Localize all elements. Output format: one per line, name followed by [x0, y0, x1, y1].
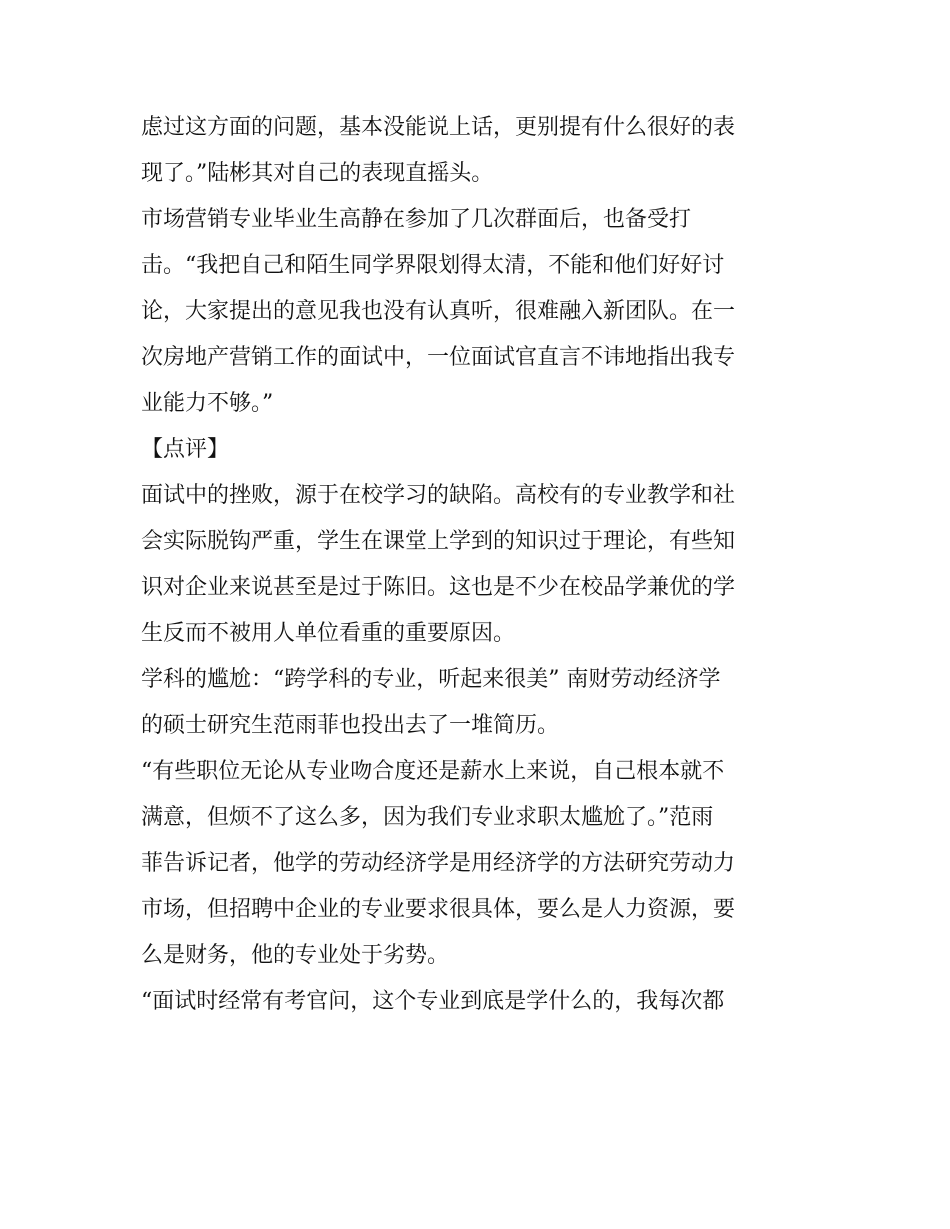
article-body: [141, 105, 821, 1025]
text-line: 击。“我把自己和陌生同学界限划得太清，不能和他们好好讨: [141, 253, 725, 278]
text-line: “有些职位无论从专业吻合度还是薪水上来说，自己根本就不: [141, 759, 725, 784]
text-line: 满意，但烦不了这么多，因为我们专业求职太尴尬了。”范雨: [141, 805, 714, 830]
text-line: 的硕士研究生范雨菲也投出去了一堆简历。: [141, 713, 560, 738]
text-line: 次房地产营销工作的面试中，一位面试官直言不讳地指出我专: [141, 345, 736, 370]
text-line: 业能力不够。”: [141, 391, 274, 416]
text-line: 学科的尴尬：“跨学科的专业，听起来很美” 南财劳动经济学: [141, 667, 721, 692]
text-line: 识对企业来说甚至是过于陈旧。这也是不少在校品学兼优的学: [141, 575, 736, 600]
text-line: 菲告诉记者，他学的劳动经济学是用经济学的方法研究劳动力: [141, 851, 736, 876]
text-line: 论，大家提出的意见我也没有认真听，很难融入新团队。在一: [141, 299, 736, 324]
text-line: 市场，但招聘中企业的专业要求很具体，要么是人力资源，要: [141, 897, 736, 922]
text-line: 生反而不被用人单位看重的重要原因。: [141, 621, 516, 646]
text-line: 面试中的挫败，源于在校学习的缺陷。高校有的专业教学和社: [141, 483, 736, 508]
text-line: 么是财务，他的专业处于劣势。: [141, 943, 450, 968]
text-line: “面试时经常有考官问，这个专业到底是学什么的，我每次都: [141, 989, 725, 1014]
text-line: 现了。”陆彬其对自己的表现直摇头。: [141, 161, 494, 186]
text-line: 虑过这方面的问题，基本没能说上话，更别提有什么很好的表: [141, 115, 736, 140]
text-line: 会实际脱钩严重，学生在课堂上学到的知识过于理论，有些知: [141, 529, 736, 554]
text-line: 市场营销专业毕业生高静在参加了几次群面后，也备受打: [141, 207, 692, 232]
section-heading-review: 【点评】: [141, 437, 230, 462]
